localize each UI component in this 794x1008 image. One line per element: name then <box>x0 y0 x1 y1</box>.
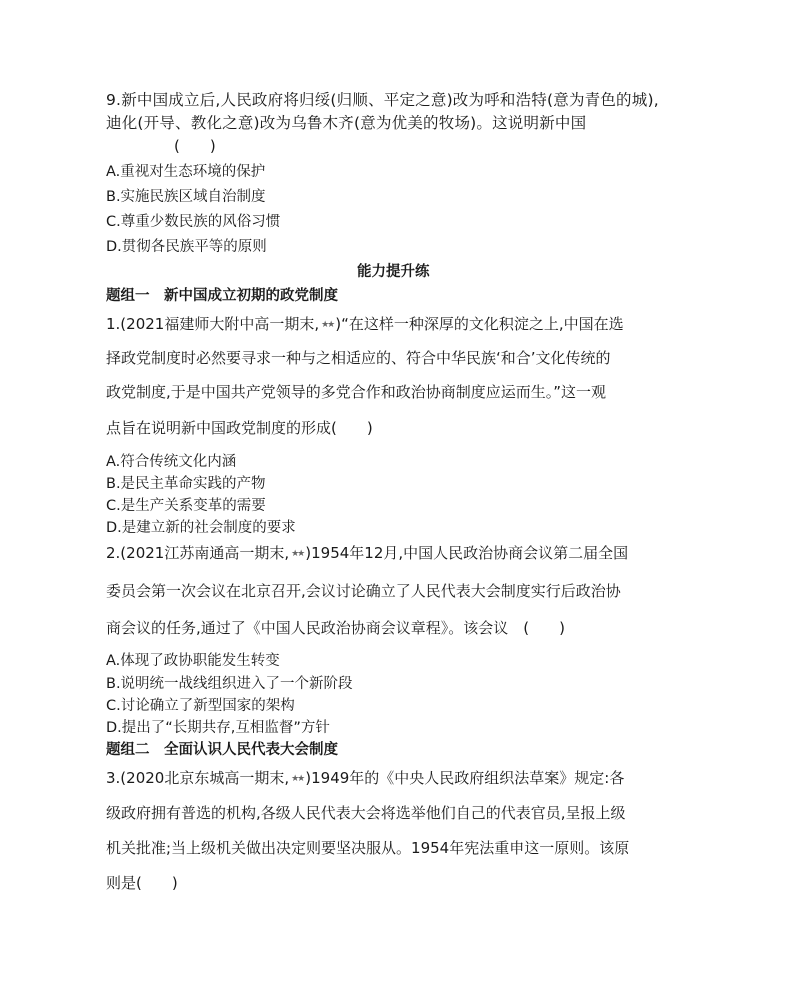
q3-line-2: 级政府拥有普选的机构,各级人民代表大会将选举他们自己的代表官员,呈报上级 <box>106 804 626 822</box>
q3-stem-start: )1949年的《中央人民政府组织法草案》规定:各 <box>305 769 625 787</box>
difficulty-stars-icon: ★★ <box>291 774 304 784</box>
q1-option-b: B.是民主革命实践的产物 <box>106 476 266 492</box>
q2-source: 2.(2021江苏南通高一期末, <box>106 544 290 562</box>
q9-answer-blank: ( ) <box>174 137 216 155</box>
group-1-title: 题组一 新中国成立初期的政党制度 <box>106 288 338 304</box>
q1-line-1 <box>106 314 624 335</box>
q2-line-3: 商会议的任务,通过了《中国人民政治协商会议章程》。该会议 ( ) <box>106 619 565 637</box>
q3-line-1 <box>106 768 624 789</box>
q2-option-d: D.提出了“长期共存,互相监督”方针 <box>106 720 330 736</box>
q9-option-b: B.实施民族区域自治制度 <box>106 189 266 205</box>
q1-line-2: 择政党制度时必然要寻求一种与之相适应的、符合中华民族‘和合’文化传统的 <box>106 349 611 367</box>
q1-option-c: C.是生产关系变革的需要 <box>106 498 266 514</box>
q1-line-3: 政党制度,于是中国共产党领导的多党合作和政治协商制度应运而生。”这一观 <box>106 383 607 401</box>
group-2-title: 题组二 全面认识人民代表大会制度 <box>106 742 338 758</box>
q9-option-a: A.重视对生态环境的保护 <box>106 164 266 180</box>
difficulty-stars-icon: ★★ <box>321 320 334 330</box>
q1-option-d: D.是建立新的社会制度的要求 <box>106 520 296 536</box>
q3-line-4: 则是( ) <box>106 874 178 892</box>
q1-stem-start: )“在这样一种深厚的文化积淀之上,中国在选 <box>335 315 624 333</box>
q2-stem-start: )1954年12月,中国人民政治协商会议第二届全国 <box>305 544 629 562</box>
q9-line-2: 迪化(开导、教化之意)改为乌鲁木齐(意为优美的牧场)。这说明新中国 <box>106 114 587 132</box>
q2-line-1 <box>106 543 628 564</box>
q9-line-1: 9.新中国成立后,人民政府将归绥(归顺、平定之意)改为呼和浩特(意为青色的城), <box>106 91 659 109</box>
q9-option-d: D.贯彻各民族平等的原则 <box>106 239 267 255</box>
q1-line-4: 点旨在说明新中国政党制度的形成( ) <box>106 419 373 437</box>
q2-option-c: C.讨论确立了新型国家的架构 <box>106 698 295 714</box>
q3-source: 3.(2020北京东城高一期末, <box>106 769 290 787</box>
difficulty-stars-icon: ★★ <box>291 549 304 559</box>
q1-source: 1.(2021福建师大附中高一期末, <box>106 315 320 333</box>
q2-line-2: 委员会第一次会议在北京召开,会议讨论确立了人民代表大会制度实行后政治协 <box>106 582 621 600</box>
q1-option-a: A.符合传统文化内涵 <box>106 454 237 470</box>
q2-option-a: A.体现了政协职能发生转变 <box>106 653 280 669</box>
q2-option-b: B.说明统一战线组织进入了一个新阶段 <box>106 676 353 692</box>
section-title: 能力提升练 <box>357 264 430 280</box>
q3-line-3: 机关批准;当上级机关做出决定则要坚决服从。1954年宪法重申这一原则。该原 <box>106 839 630 857</box>
q9-option-c: C.尊重少数民族的风俗习惯 <box>106 214 281 230</box>
